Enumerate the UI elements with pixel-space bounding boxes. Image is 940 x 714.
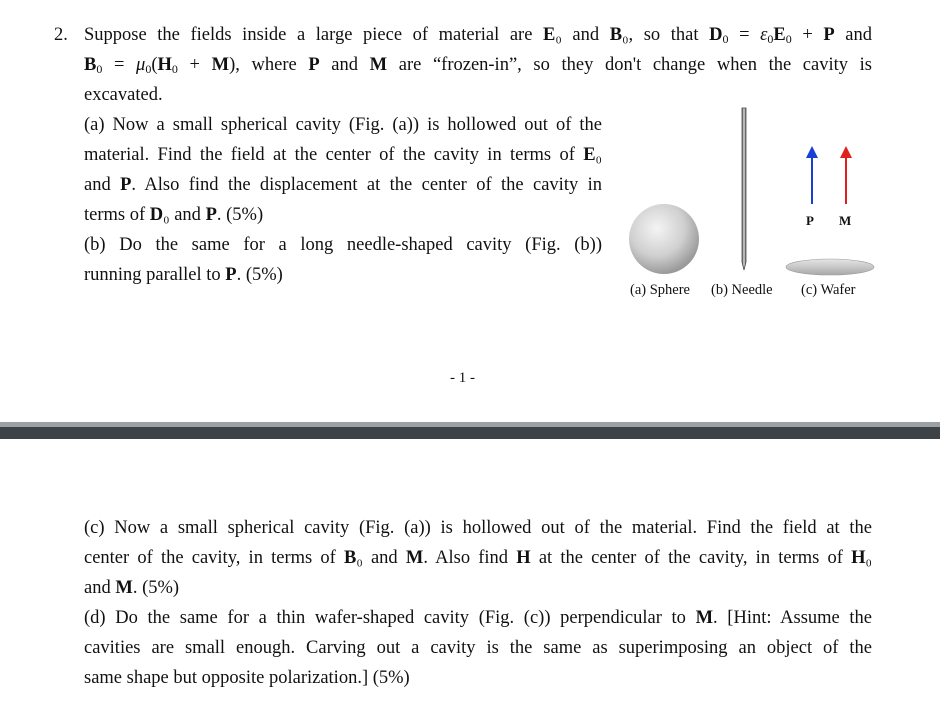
caption-wafer: (c) Wafer xyxy=(801,282,856,298)
page-number: - 1 - xyxy=(450,370,475,386)
part-c-line-2: center of the cavity, in terms of B₀ and M. Also find H at the center of the cavity, in terms of H₀ xyxy=(84,548,872,568)
arrow-p xyxy=(806,146,818,204)
arrow-m xyxy=(840,146,852,204)
intro-line-3: excavated. xyxy=(84,85,163,105)
problem-number: 2. xyxy=(54,25,68,45)
part-a-line-3: and P. Also find the displacement at the center of the cavity in xyxy=(84,175,602,195)
cavity-figure-svg xyxy=(620,100,890,310)
cavity-figure xyxy=(620,100,890,310)
arrow-m-label: M xyxy=(839,213,852,228)
wafer-shape xyxy=(786,259,874,275)
caption-sphere: (a) Sphere xyxy=(630,282,690,298)
part-c-line-1: (c) Now a small spherical cavity (Fig. (a)) is hollowed out of the material. Find the field at the xyxy=(84,518,872,538)
part-d-line-3: same shape but opposite polarization.] (5%) xyxy=(84,668,410,688)
needle-shape xyxy=(742,108,746,270)
part-a-line-2: material. Find the field at the center of the cavity in terms of E₀ xyxy=(84,145,602,165)
part-c-line-3: and M. (5%) xyxy=(84,578,180,598)
part-b-line-1: (b) Do the same for a long needle-shaped cavity (Fig. (b)) xyxy=(84,235,602,255)
sphere-shape xyxy=(629,204,699,274)
page-separator xyxy=(0,427,940,439)
part-a-line-1: (a) Now a small spherical cavity (Fig. (a)) is hollowed out of the xyxy=(84,115,602,135)
intro-line-2: $B_0 = \mu_0(H_0 + M)$, where P and M are “frozen-in”, so they don't change when the cavity is xyxy=(84,55,872,76)
part-d-line-1: (d) Do the same for a thin wafer-shaped cavity (Fig. (c)) perpendicular to M. [Hint: Assume the xyxy=(84,608,872,628)
part-d-line-2: cavities are small enough. Carving out a cavity is the same as superimposing an object of the xyxy=(84,638,872,658)
arrow-p-label: P xyxy=(806,213,814,228)
intro-line-1: Suppose the fields inside a large piece of material are E₀ and B₀, so that $D_0 = \varepsilon_0E_0 + P$ and xyxy=(84,25,872,46)
caption-needle: (b) Needle xyxy=(711,282,773,298)
part-b-line-2: running parallel to P. (5%) xyxy=(84,265,283,285)
part-a-line-4: terms of D₀ and P. (5%) xyxy=(84,205,264,225)
